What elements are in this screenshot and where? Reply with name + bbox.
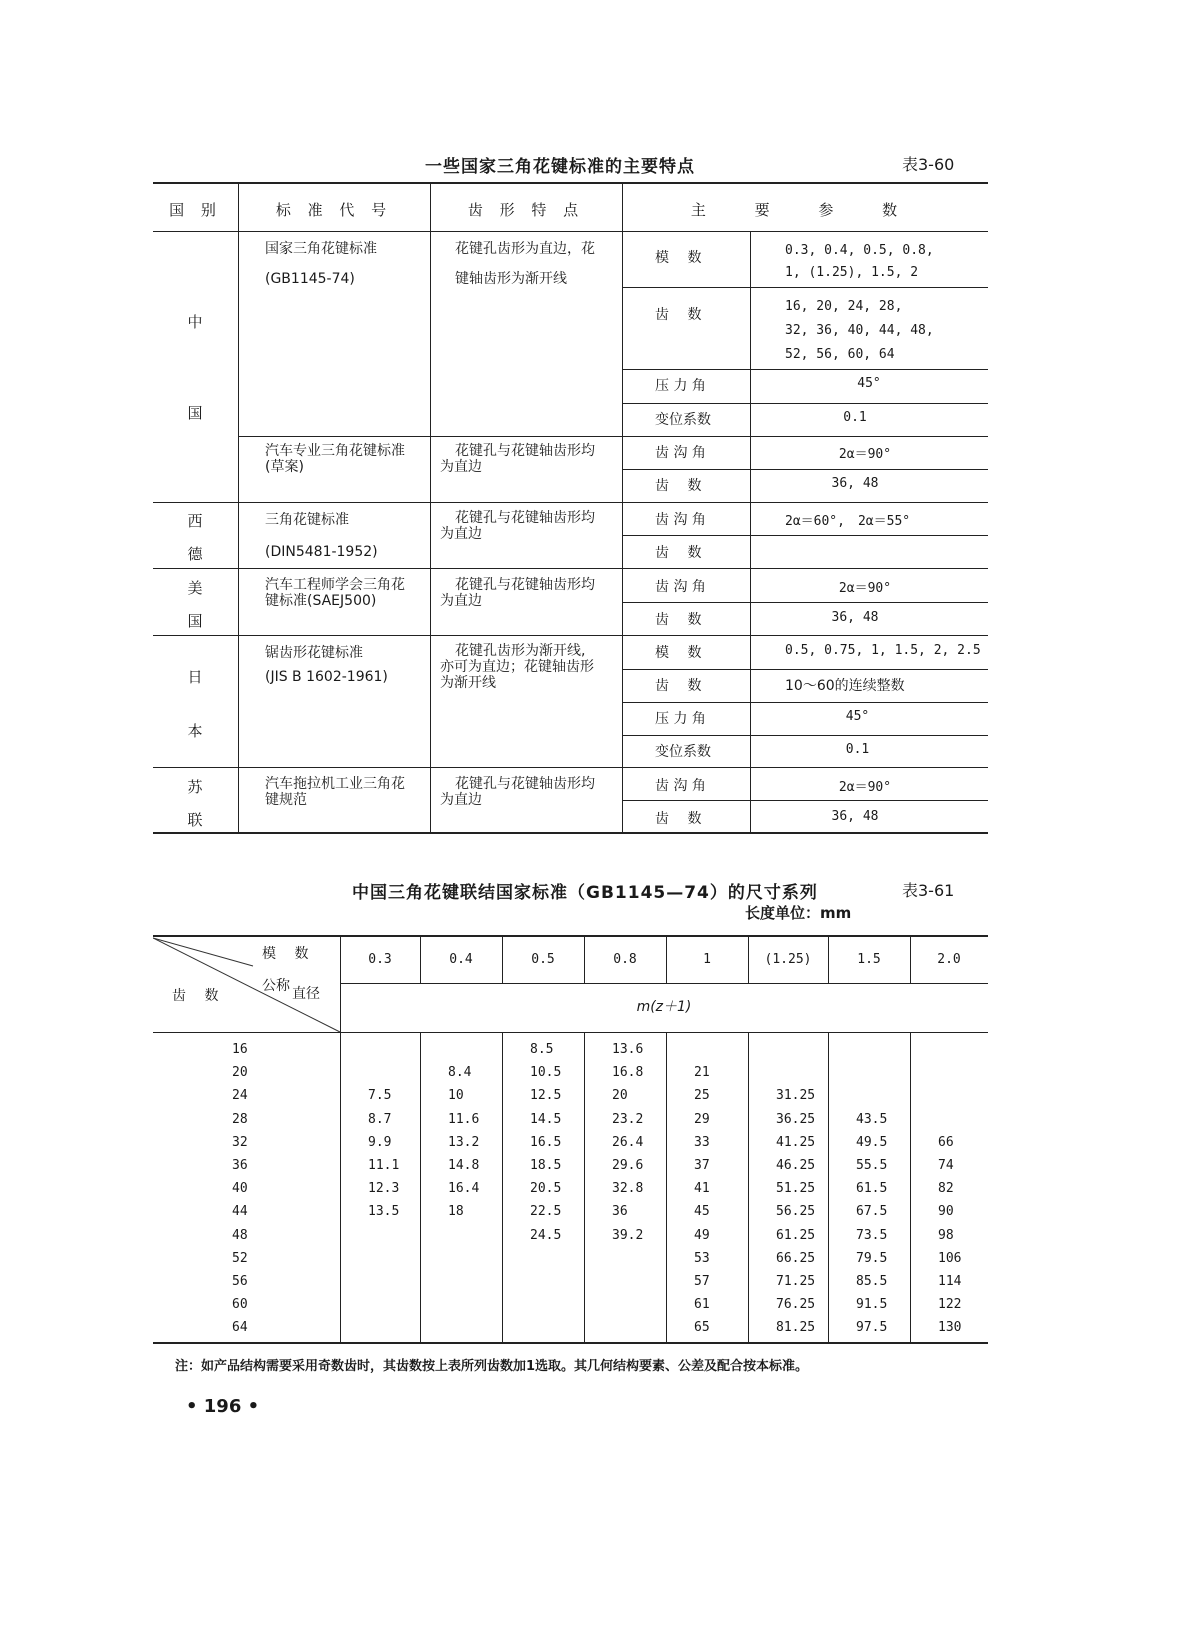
t60-param-rule — [622, 702, 988, 703]
diameter-cell: 12.5 — [530, 1088, 562, 1104]
country-ussr: 苏 — [187, 778, 203, 796]
diameter-cell: 25 — [694, 1088, 710, 1104]
corner-teeth-label: 齿 数 — [172, 988, 219, 1004]
t60-rule-de-us — [153, 568, 988, 569]
module-value: 0.4 — [449, 952, 473, 967]
t60-china-std-split — [238, 436, 988, 437]
diameter-cell: 81.25 — [776, 1320, 816, 1336]
param-name: 齿 数 — [655, 307, 702, 323]
diameter-cell: 33 — [694, 1134, 710, 1150]
country-japan: 日 — [187, 668, 203, 686]
diameter-cell: 10.5 — [530, 1065, 562, 1081]
diameter-cell: 91.5 — [856, 1297, 888, 1313]
teeth-count: 64 — [232, 1320, 248, 1336]
t60-rule-us-jp — [153, 635, 988, 636]
t61-col-rule — [666, 937, 667, 984]
diameter-cell: 41.25 — [776, 1134, 816, 1150]
t61-col-rule — [910, 1033, 911, 1342]
t61-module-rule — [340, 983, 988, 984]
param-value: 0.5, 0.75, 1, 1.5, 2, 2.5 — [785, 643, 981, 658]
t60-col-rule — [430, 183, 431, 833]
param-name: 变位系数 — [655, 744, 711, 760]
param-name: 齿 沟 角 — [655, 579, 706, 595]
t60-param-rule — [622, 800, 988, 801]
diameter-cell: 41 — [694, 1181, 710, 1197]
param-value: 36, 48 — [831, 809, 879, 824]
param-value: 36, 48 — [831, 476, 879, 491]
standard-code: 三角花键标准 (DIN5481-1952) — [265, 512, 378, 560]
teeth-count: 24 — [232, 1088, 248, 1104]
standard-code: 汽车工程师学会三角花 键标准(SAEJ500) — [265, 577, 405, 609]
country-china: 国 — [187, 404, 203, 422]
param-name: 压 力 角 — [655, 378, 706, 394]
t60-header-country: 国 别 — [169, 201, 222, 219]
standard-code: 国家三角花键标准 (GB1145-74) — [265, 241, 377, 287]
diameter-cell: 18 — [448, 1204, 464, 1220]
t60-col-rule — [622, 183, 623, 833]
diameter-cell: 98 — [938, 1227, 954, 1243]
diameter-cell: 32.8 — [612, 1181, 644, 1197]
teeth-count: 40 — [232, 1181, 248, 1197]
param-value: 10～60的连续整数 — [785, 678, 905, 694]
diameter-cell: 45 — [694, 1204, 710, 1220]
t60-param-rule — [622, 403, 988, 404]
t61-col-rule — [420, 1033, 421, 1342]
diameter-cell: 57 — [694, 1274, 710, 1289]
diameter-cell: 130 — [938, 1320, 962, 1336]
t61-col-rule — [748, 937, 749, 984]
param-value: 0.1 — [843, 410, 867, 425]
tooth-profile-feature: 花键孔与花键轴齿形均 为直边 — [440, 776, 595, 808]
module-value: 1.5 — [857, 952, 881, 967]
t60-param-rule — [622, 469, 988, 470]
diameter-cell: 65 — [694, 1320, 710, 1336]
teeth-count: 36 — [232, 1158, 248, 1173]
diameter-cell: 29 — [694, 1111, 710, 1127]
country-ussr: 联 — [187, 811, 203, 829]
diameter-cell: 74 — [938, 1158, 954, 1173]
t60-param-rule — [622, 735, 988, 736]
diameter-cell: 46.25 — [776, 1158, 816, 1173]
param-value: 0.3, 0.4, 0.5, 0.8, 1, (1.25), 1.5, 2 — [785, 243, 934, 280]
diameter-cell: 61.5 — [856, 1181, 888, 1197]
page-number: • 196 • — [186, 1396, 260, 1417]
corner-module-label: 模 数 — [262, 946, 309, 962]
param-value: 2α＝90° — [838, 780, 892, 795]
teeth-count: 52 — [232, 1250, 248, 1266]
module-value: 1 — [703, 952, 711, 967]
diameter-cell: 13.2 — [448, 1134, 480, 1150]
diameter-cell: 49.5 — [856, 1134, 888, 1150]
t60-param-rule — [622, 602, 988, 603]
tooth-profile-feature: 花键孔齿形为渐开线, 亦可为直边；花键轴齿形 为渐开线 — [440, 643, 594, 691]
diameter-cell: 82 — [938, 1181, 954, 1197]
teeth-count: 44 — [232, 1204, 248, 1220]
table61-number: 表3-61 — [902, 881, 955, 900]
table60-number: 表3-60 — [902, 155, 955, 174]
diameter-cell: 39.2 — [612, 1227, 644, 1243]
param-name: 齿 数 — [655, 811, 702, 827]
tooth-profile-feature: 花键孔与花键轴齿形均 为直边 — [440, 510, 595, 542]
diameter-cell: 20.5 — [530, 1181, 562, 1197]
diameter-cell: 16.8 — [612, 1065, 644, 1081]
corner-diameter-label: 公称 — [262, 978, 290, 994]
param-value: 45° — [857, 376, 881, 391]
param-name: 齿 沟 角 — [655, 512, 706, 528]
diameter-cell: 18.5 — [530, 1158, 562, 1173]
country-china: 中 — [187, 313, 203, 331]
diameter-cell: 66.25 — [776, 1250, 816, 1266]
param-value: 2α＝90° — [838, 581, 892, 596]
diameter-cell: 14.5 — [530, 1111, 562, 1127]
param-name: 模 数 — [655, 645, 702, 661]
table61-unit: 长度单位：mm — [745, 904, 852, 922]
diameter-cell: 55.5 — [856, 1158, 888, 1173]
diameter-cell: 29.6 — [612, 1158, 644, 1173]
module-value: 0.8 — [613, 952, 637, 967]
diameter-cell: 8.4 — [448, 1065, 472, 1081]
param-value: 0.1 — [845, 742, 870, 757]
diameter-cell: 13.6 — [612, 1042, 644, 1057]
diameter-cell: 97.5 — [856, 1320, 888, 1336]
t60-param-rule — [622, 535, 988, 536]
t61-col-rule — [340, 937, 341, 1342]
diameter-cell: 7.5 — [368, 1088, 392, 1104]
t61-bottom-rule — [153, 1342, 988, 1344]
param-value: 45° — [845, 709, 870, 724]
diameter-cell: 8.5 — [530, 1042, 554, 1057]
diameter-cell: 11.1 — [368, 1158, 400, 1173]
table60-title: 一些国家三角花键标准的主要特点 — [425, 157, 695, 177]
diameter-cell: 49 — [694, 1227, 710, 1243]
diameter-cell: 22.5 — [530, 1204, 562, 1220]
diameter-cell: 10 — [448, 1088, 464, 1104]
diameter-cell: 14.8 — [448, 1158, 480, 1173]
diameter-cell: 31.25 — [776, 1088, 816, 1104]
t60-header-tooth-profile: 齿 形 特 点 — [467, 201, 585, 219]
diameter-cell: 9.9 — [368, 1134, 392, 1150]
tooth-profile-feature: 花键孔与花键轴齿形均 为直边 — [440, 577, 595, 609]
diameter-cell: 13.5 — [368, 1204, 400, 1220]
standard-code: 汽车拖拉机工业三角花 键规范 — [265, 776, 405, 808]
t61-col-rule — [584, 937, 585, 984]
teeth-count: 60 — [232, 1297, 248, 1313]
diameter-cell: 122 — [938, 1297, 962, 1313]
diameter-cell: 85.5 — [856, 1274, 888, 1289]
diameter-cell: 12.3 — [368, 1181, 400, 1197]
param-name: 齿 数 — [655, 478, 702, 494]
t60-rule-china-de — [153, 502, 988, 503]
param-name: 齿 数 — [655, 678, 702, 694]
param-name: 模 数 — [655, 250, 702, 266]
teeth-count: 56 — [232, 1274, 248, 1289]
param-value: 2α＝90° — [838, 447, 892, 462]
diameter-cell: 106 — [938, 1250, 962, 1266]
t61-col-rule — [502, 937, 503, 984]
diameter-cell: 76.25 — [776, 1297, 816, 1313]
country-west-germany: 西 — [187, 512, 203, 530]
param-value: 36, 48 — [831, 610, 879, 625]
diameter-cell: 36 — [612, 1204, 628, 1220]
country-usa: 美 — [187, 579, 203, 597]
diameter-cell: 66 — [938, 1134, 954, 1150]
t60-bottom-rule — [153, 832, 988, 834]
diameter-cell: 37 — [694, 1158, 710, 1173]
teeth-count: 48 — [232, 1227, 248, 1243]
standard-code: 汽车专业三角花键标准 (草案) — [265, 443, 405, 475]
t61-col-rule — [502, 1033, 503, 1342]
t61-col-rule — [584, 1033, 585, 1342]
t61-col-rule — [828, 937, 829, 984]
param-name: 齿 数 — [655, 612, 702, 628]
country-japan: 本 — [187, 722, 203, 740]
tooth-profile-feature: 花键孔与花键轴齿形均 为直边 — [440, 443, 595, 475]
table61-title: 中国三角花键联结国家标准（GB1145—74）的尺寸系列 — [352, 883, 818, 903]
country-west-germany: 德 — [187, 545, 203, 563]
diameter-cell: 43.5 — [856, 1111, 888, 1127]
t60-rule-jp-su — [153, 767, 988, 768]
module-value: 0.3 — [368, 952, 392, 967]
diameter-cell: 73.5 — [856, 1227, 888, 1243]
diameter-cell: 56.25 — [776, 1204, 816, 1220]
t60-col-rule — [238, 183, 239, 833]
param-name: 齿 数 — [655, 545, 702, 561]
diameter-cell: 61 — [694, 1297, 710, 1313]
standard-code: 锯齿形花键标准 (JIS B 1602-1961) — [265, 645, 388, 685]
module-value: 2.0 — [937, 952, 961, 967]
diameter-cell: 114 — [938, 1274, 962, 1289]
t60-header-params: 主 要 参 数 — [690, 201, 920, 219]
t60-header-rule — [153, 231, 988, 232]
t61-col-rule — [666, 1033, 667, 1342]
param-value: 2α＝60°, 2α＝55° — [785, 514, 911, 529]
teeth-count: 20 — [232, 1065, 248, 1081]
diameter-cell: 67.5 — [856, 1204, 888, 1220]
param-name: 齿 沟 角 — [655, 778, 706, 794]
t61-col-rule — [910, 937, 911, 984]
diameter-cell: 53 — [694, 1250, 710, 1266]
t60-top-rule — [153, 182, 988, 184]
diameter-cell: 71.25 — [776, 1274, 816, 1289]
tooth-profile-feature: 花键孔齿形为直边，花 键轴齿形为渐开线 — [455, 241, 595, 287]
t61-col-rule — [420, 937, 421, 984]
diameter-cell: 16.5 — [530, 1134, 562, 1150]
diameter-cell: 16.4 — [448, 1181, 480, 1197]
t60-header-standard: 标 准 代 号 — [275, 201, 393, 219]
module-value: (1.25) — [764, 952, 812, 967]
param-value: 16, 20, 24, 28, 32, 36, 40, 44, 48, 52, 56, 60, 64 — [785, 299, 934, 362]
t61-col-rule — [748, 1033, 749, 1342]
param-name: 齿 沟 角 — [655, 445, 706, 461]
teeth-count: 16 — [232, 1042, 248, 1057]
diameter-cell: 8.7 — [368, 1111, 392, 1127]
diameter-cell: 24.5 — [530, 1227, 562, 1243]
country-usa: 国 — [187, 612, 203, 630]
formula: m(z＋1) — [636, 999, 692, 1015]
diameter-cell: 51.25 — [776, 1181, 816, 1197]
param-name: 变位系数 — [655, 412, 711, 428]
t61-col-rule — [828, 1033, 829, 1342]
diameter-cell: 23.2 — [612, 1111, 644, 1127]
diameter-cell: 61.25 — [776, 1227, 816, 1243]
diameter-cell: 21 — [694, 1065, 710, 1081]
module-value: 0.5 — [531, 952, 555, 967]
diameter-cell: 26.4 — [612, 1134, 644, 1150]
param-name: 压 力 角 — [655, 711, 706, 727]
t60-param-rule — [622, 369, 988, 370]
t60-param-rule — [622, 669, 988, 670]
teeth-count: 32 — [232, 1134, 248, 1150]
corner-diameter-label: 直径 — [292, 986, 320, 1002]
diameter-cell: 36.25 — [776, 1111, 816, 1127]
diameter-cell: 20 — [612, 1088, 628, 1104]
teeth-count: 28 — [232, 1111, 248, 1127]
diameter-cell: 11.6 — [448, 1111, 480, 1127]
table61-note: 注：如产品结构需要采用奇数齿时，其齿数按上表所列齿数加1选取。其几何结构要素、公差及配合按本标准。 — [175, 1359, 809, 1374]
diameter-cell: 90 — [938, 1204, 954, 1220]
t60-param-rule — [622, 287, 988, 288]
diameter-cell: 79.5 — [856, 1250, 888, 1266]
